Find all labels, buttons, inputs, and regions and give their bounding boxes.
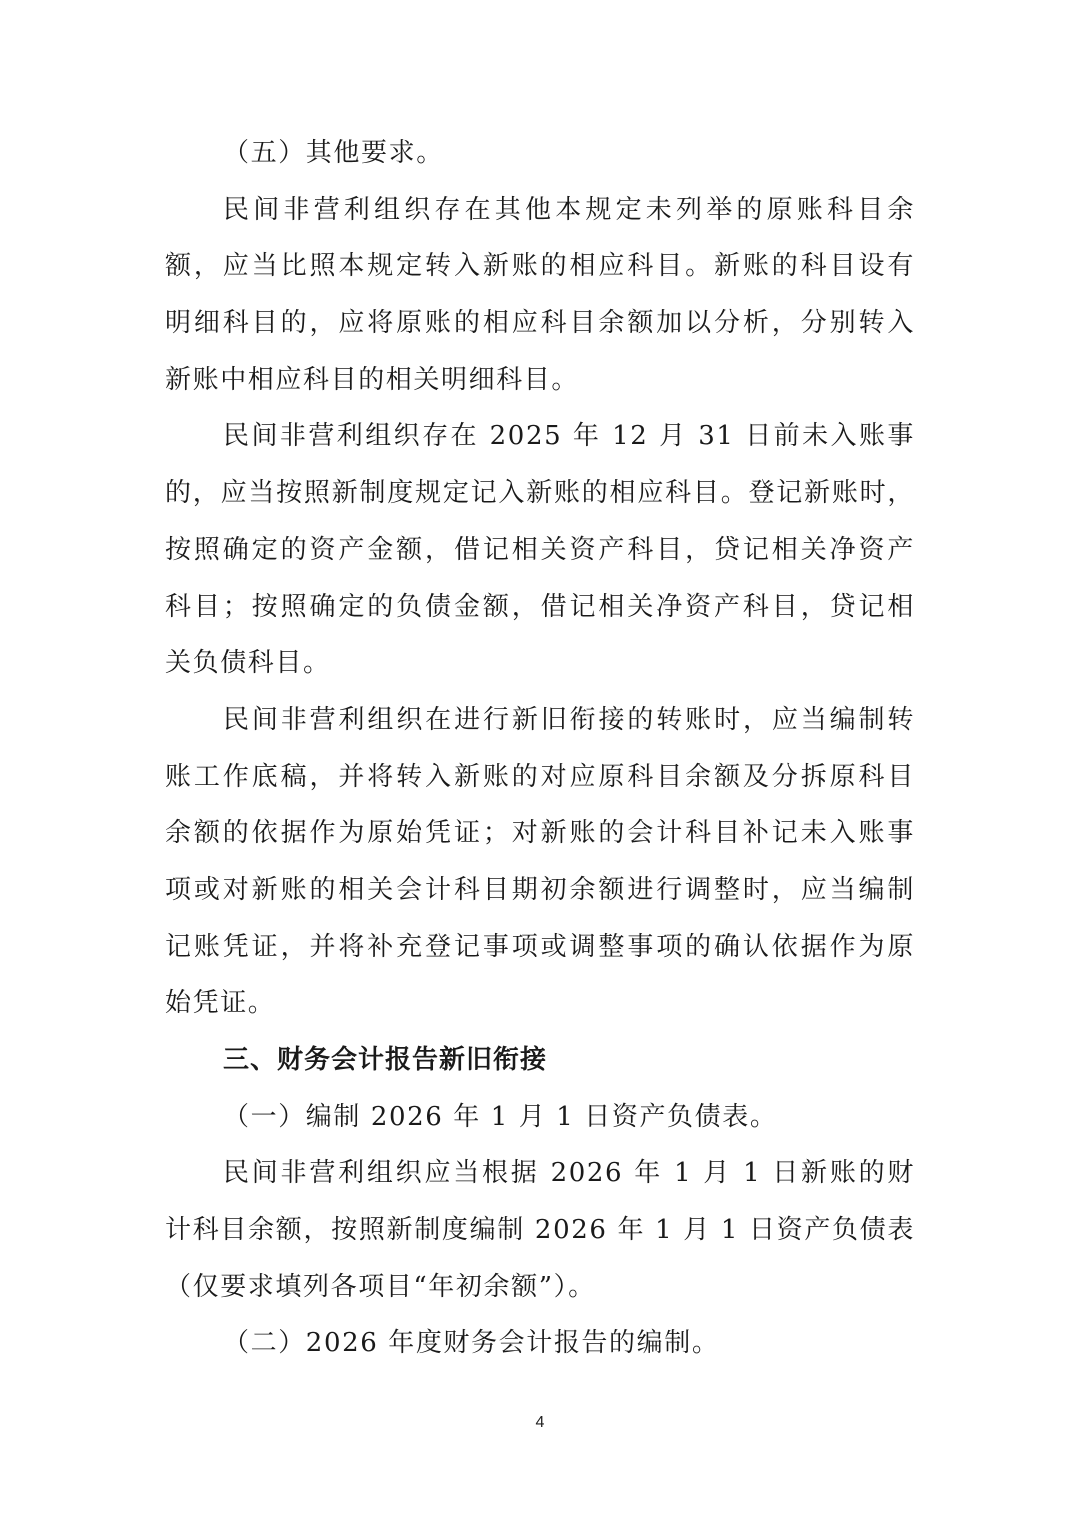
text-line: 余额的依据作为原始凭证；对新账的会计科目补记未入账事 [165,818,915,849]
text-line: 账工作底稿，并将转入新账的对应原科目余额及分拆原科目 [165,761,915,792]
text-line: 民间非营利组织存在 2025 年 12 月 31 日前未入账事 [223,421,915,452]
text-line: 民间非营利组织应当根据 2026 年 1 月 1 日新账的财 [223,1158,915,1189]
text-line: 按照确定的资产金额，借记相关资产科目，贷记相关净资产 [165,534,915,565]
section-heading: 三、财务会计报告新旧衔接 [223,1045,548,1075]
text-line: （五）其他要求。 [223,138,444,168]
text-line: 明细科目的，应将原账的相应科目余额加以分析，分别转入 [165,308,915,339]
text-line: 记账凭证，并将补充登记事项或调整事项的确认依据作为原 [165,931,915,962]
document-body [165,125,915,1372]
text-line: （二）2026 年度财务会计报告的编制。 [223,1328,720,1359]
text-line: 民间非营利组织在进行新旧衔接的转账时，应当编制转 [223,704,915,735]
text-line: 始凭证。 [165,988,276,1019]
text-line: 项或对新账的相关会计科目期初余额进行调整时，应当编制 [165,874,915,905]
text-line: 的，应当按照新制度规定记入新账的相应科目。登记新账时， [165,478,915,509]
page-number: 4 [535,1414,545,1431]
text-line: 计科目余额，按照新制度编制 2026 年 1 月 1 日资产负债表 [165,1215,915,1246]
text-line: 额，应当比照本规定转入新账的相应科目。新账的科目设有 [165,251,915,282]
text-line: 关负债科目。 [165,648,331,679]
text-line: （仅要求填列各项目“年初余额”）。 [165,1271,596,1302]
text-line: 民间非营利组织存在其他本规定未列举的原账科目余 [223,194,915,225]
text-line: 新账中相应科目的相关明细科目。 [165,364,580,395]
text-line: 科目；按照确定的负债金额，借记相关净资产科目，贷记相 [165,591,915,622]
text-line: （一）编制 2026 年 1 月 1 日资产负债表。 [223,1101,778,1132]
